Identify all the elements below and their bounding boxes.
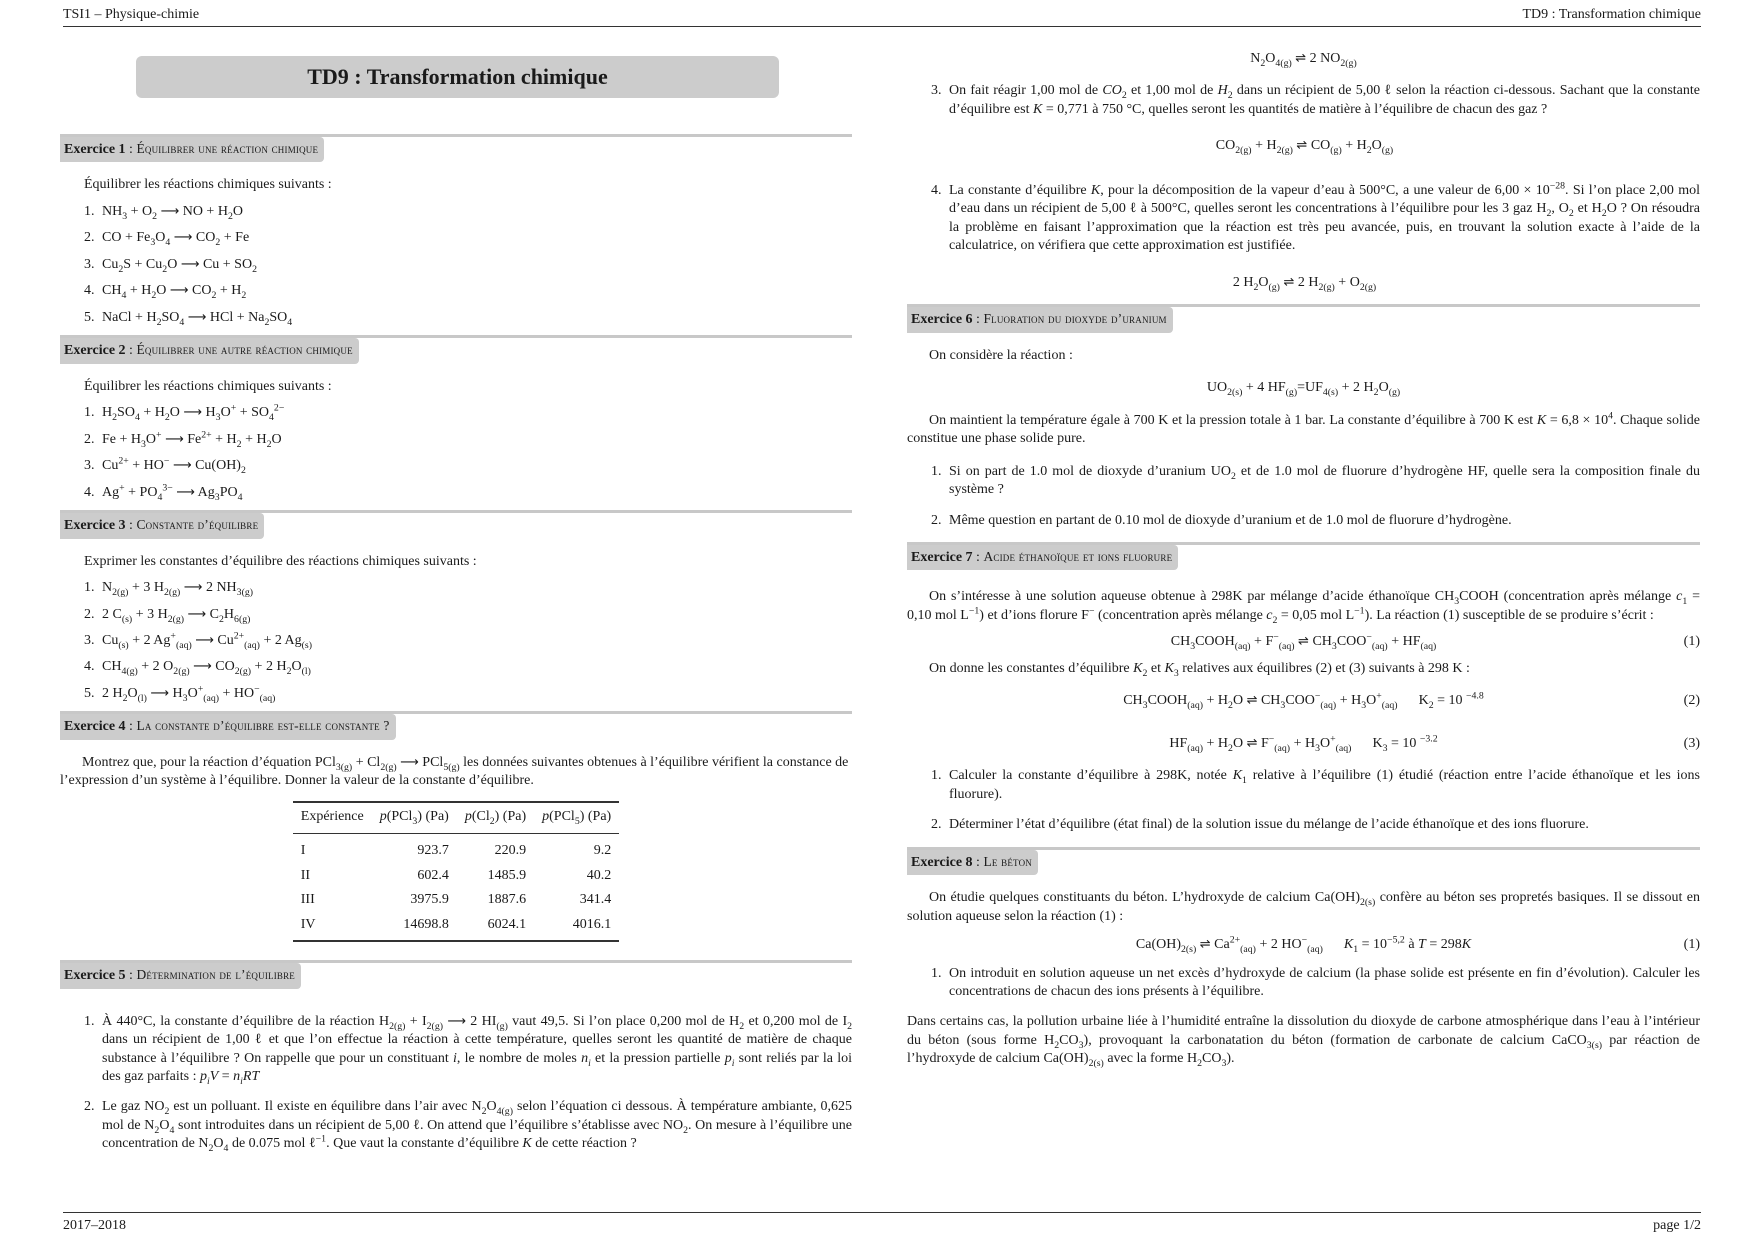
exercise-6-heading: Exercice 6 : Fluoration du dioxyde d’uranium: [907, 307, 1173, 332]
list-item: 3. $Cu^{2+} + HO^-$ ⟶ $Cu(OH)_2$: [98, 457, 852, 475]
exercise-7-heading: Exercice 7 : Acide éthanoïque et ions fluorure: [907, 545, 1178, 570]
list-item: 1. $H_2SO_4 + H_2O$ ⟶ $H_3O^+ + SO_4^{2-}$: [98, 404, 852, 422]
list-item: 1. Calculer la constante d’équilibre à 298K, notée $K_1$ relative à l’équilibre (1) étudié (réaction entre l’acide éthanoïque et les ions fluorure).: [945, 767, 1700, 804]
list-item: 1. $NH_3 + O_2$ ⟶ NO + $H_2O$: [98, 203, 852, 221]
exercise-5-list-cont: [907, 82, 1700, 292]
exercise-5-list: [60, 1013, 852, 1154]
equation-2: $CH_3COOH_{(aq)} + H_2O$ ⇌ $CH_3COO^-_{(aq)} + H_3O^+_{(aq)}$ $K_2 = 10$ $^{-4.8}$ (2): [1123, 690, 1700, 712]
exercise-1: [60, 134, 852, 327]
equation-uo2: $UO_{2(s)} + 4$ $HF_{(g)}=UF_{4(s)} + 2$ $H_2O_{(g)}$: [1206, 380, 1401, 398]
exercise-3-list: [60, 579, 852, 703]
table-header: p(PCl$_3$) (Pa): [372, 802, 457, 834]
list-item: 2. CO + $Fe_3O_4$ ⟶ $CO_2 + Fe$: [98, 229, 852, 247]
left-column: [60, 30, 852, 1166]
table-header: p(PCl$_5$) (Pa): [534, 802, 619, 834]
exercise-3-heading: Exercice 3 : Constante d’équilibre: [60, 513, 264, 538]
list-item: 4. La constante d’équilibre K, pour la décomposition de la vapeur d’eau à 500°C, a une valeur de $6,00 \times 10^{-28}$. Si l’on place 2,00 mol d’eau dans un récipient de 5,00 ℓ à 500°C, quelles seront les concentrations à l’équilibre pour les 3 gaz $H_2$, $O_2$ et $H_2O$ ? On résoudra la problème en faisant l’approximation que la réaction est très peu avancée, puis, en trouvant la solution exacte à l’aide de la calculatrice, on vérifiera que cette approximation est justifiée. 2 $H_2O_{(g)}$ ⇌ 2 $H_{2(g)} + O_{2(g)}$: [945, 182, 1700, 292]
list-item: 2. $Fe + H_3O^+$ ⟶ $Fe^{2+} + H_2 + H_2O$: [98, 431, 852, 449]
list-item: 2. Même question en partant de 0.10 mol de dioxyde d’uranium et de 1.0 mol de fluorure d’hydrogène.: [945, 512, 1700, 530]
exercise-6-list: [907, 463, 1700, 530]
header-right: TD9 : Transformation chimique: [1522, 7, 1701, 22]
exercise-3-intro: Exprimer les constantes d’équilibre des réactions chimiques suivants :: [84, 553, 477, 569]
table-header: $p(Cl_2)$ (Pa): [457, 802, 534, 834]
list-item: 5. 2 $H_2O_{(l)}$ ⟶ $H_3O^+_{(aq)} + HO^-_{(aq)}$: [98, 685, 852, 703]
data-table: [293, 801, 619, 942]
exercise-4-heading: Exercice 4 : La constante d’équilibre est-elle constante ?: [60, 714, 396, 739]
table-row: I 923.7 220.9 9.2: [300, 843, 612, 859]
exercise-8-heading: Exercice 8 : Le béton: [907, 850, 1038, 875]
exercise-6-intro: On considère la réaction :: [929, 347, 1073, 363]
list-item: 2. 2 $C_{(s)} + 3$ $H_{2(g)}$ ⟶ $C_2H_{6(g)}$: [98, 606, 852, 624]
list-item: 1. On introduit en solution aqueuse un net excès d’hydroxyde de calcium (la phase solide est présente en fin d’évolution). Calculer les concentrations de chacun des ions présents à l’équilibre.: [945, 965, 1700, 1002]
list-item: 3. On fait réagir 1,00 mol de $CO_2$ et 1,00 mol de $H_2$ dans un récipient de 5,00 ℓ selon la réaction ci-dessous. Sachant que la constante d’équilibre est K = 0,771 à 750 °C, quelles seront les quantités de matière à l’équilibre de chacun des gaz ? $CO_{2(g)} + H_{2(g)}$ ⇌ $CO_{(g)} + H_2O_{(g)}$: [945, 82, 1700, 155]
exercise-7-text: On s’intéresse à une solution aqueuse obtenue à 298K par mélange d’acide éthanoïque $CH_3COOH$ (concentration après mélange $c_1 = 0,10$ mol $L^{-1}$) et d’ions florure F− (concentration après mélange $c_2 = 0,05$ mol $L^{-1}$). La réaction (1) susceptible de se produire s’écrit :: [907, 589, 1700, 626]
list-item: 4. $CH_{4(g)} + 2$ $O_{2(g)}$ ⟶ $CO_{2(g)} + 2$ $H_2O_{(l)}$: [98, 658, 852, 676]
exercise-8-text-2: Dans certains cas, la pollution urbaine liée à l’humidité entraîne la dissolution du dioxyde de carbone atmosphérique dans l’eau à l’intérieur du béton (sous forme $H_2CO_3$), provoquant la carbonatation du béton (formation de carbonate de calcium CaCO$_{3(s)}$ par réaction de l’hydroxyde de calcium $Ca(OH)_{2(s)}$ avec la forme $H_2CO_3$).: [907, 1014, 1700, 1070]
list-item: 3. $Cu_{(s)} + 2$ $Ag^+_{(aq)}$ ⟶ $Cu^{2+}_{(aq)} + 2$ $Ag_{(s)}$: [98, 632, 852, 650]
equation-3: $HF_{(aq)} + H_2O$ ⇌ $F^-_{(aq)} + H_3O^+_{(aq)}$ $K_3 = 10$ $^{-3.2}$ (3): [1169, 733, 1700, 754]
page-title: TD9 : Transformation chimique: [136, 56, 779, 98]
exercise-1-intro: Équilibrer les réactions chimiques suivants :: [84, 177, 332, 193]
exercise-6-text: On maintient la température égale à 700 K et la pression totale à 1 bar. La constante d’équilibre à 700 K est $K = 6,8 \times 10^4$. Chaque solide constitue une phase solide pure.: [907, 409, 1700, 447]
list-item: 3. $Cu_2S + Cu_2O$ ⟶ $Cu + SO_2$: [98, 256, 852, 274]
list-item: 2. Le gaz $NO_2$ est un polluant. Il existe en équilibre dans l’air avec $N_2O_{4(g)}$ selon l’équation ci dessous. À température ambiante, 0,625 mol de $N_2O_4$ sont introduites dans un récipient de 5,00 ℓ. On attend que l’équilibre s’établisse avec $NO_2$. On mesure à l’équilibre une concentration de $N_2O_4$ de 0.075 mol ℓ$^{-1}$. Que vaut la constante d’équilibre K de cette réaction ?: [98, 1098, 852, 1153]
exercise-2: [60, 335, 852, 502]
table-row: IV 14698.8 6024.1 4016.1: [300, 916, 612, 932]
table-header: Expérience: [293, 802, 372, 834]
exercise-3: [60, 510, 852, 703]
exercise-2-list: [60, 404, 852, 502]
list-item: 4. $CH_4 + H_2O$ ⟶ $CO_2 + H_2$: [98, 282, 852, 300]
equation-no2: $N_2O_{4(g)}$ ⇌ 2 $NO_{2(g)}$: [1250, 51, 1357, 69]
equation-caoh2: $Ca(OH)_{2(s)}$ ⇌ $Ca^{2+}_{(aq)} + 2$ $HO^-_{(aq)}$ $K_1 = 10^{-5,2}$ à T = 298K (1): [1135, 934, 1700, 955]
list-item: 1. $N_{2(g)} + 3$ $H_{2(g)}$ ⟶ 2 $NH_{3(g)}$: [98, 579, 852, 597]
list-item: 1. Si on part de 1.0 mol de dioxyde d’uranium $UO_2$ et de 1.0 mol de fluorure d’hydrogène HF, quelle sera la composition finale du système ?: [945, 463, 1700, 500]
exercise-8: [907, 847, 1700, 1069]
list-item: 1. À 440°C, la constante d’équilibre de la réaction $H_{2(g)} + I_{2(g)}$ ⟶ 2 $HI_{(g)}$ vaut 49,5. Si l’on place 0,200 mol de $H_2$ et 0,200 mol de $I_2$ dans un récipient de 1,00 ℓ et que l’on effectue la réaction à cette température, quelles seront les quantité de matière de chaque substance à l’équilibre ? On rappelle que pour un constituant i, le nombre de moles $n_i$ et la pression partielle $p_i$ sont reliés par la loi des gaz parfaits : $p_iV = n_iRT$: [98, 1013, 852, 1087]
exercise-5-heading: Exercice 5 : Détermination de l’équilibre: [60, 963, 301, 988]
exercise-2-heading: Exercice 2 : Équilibrer une autre réaction chimique: [60, 338, 359, 363]
exercise-6: [907, 304, 1700, 530]
page-footer: [63, 1212, 1701, 1235]
header-left: TSI1 – Physique-chimie: [63, 7, 200, 22]
footer-right: page 1/2: [1653, 1218, 1701, 1233]
list-item: 4. $Ag^+ + PO_4^{3-}$ ⟶ $Ag_3PO_4$: [98, 484, 852, 502]
exercise-7-list: [907, 767, 1700, 834]
exercise-8-text: On étudie quelques constituants du béton. L’hydroxyde de calcium $Ca(OH)_{2(s)}$ confère au béton ses propretés basiques. Il se dissout en solution aqueuse selon la réaction (1) :: [907, 890, 1700, 924]
right-column: [907, 30, 1700, 1076]
list-item: 2. Déterminer l’état d’équilibre (état final) de la solution issue du mélange de l’acide éthanoïque et des ions fluorure.: [945, 816, 1700, 834]
table-row: III 3975.9 1887.6 341.4: [300, 892, 612, 908]
exercise-2-intro: Équilibrer les réactions chimiques suivants :: [84, 378, 332, 394]
exercise-4: [60, 711, 852, 942]
footer-left: 2017–2018: [63, 1218, 126, 1233]
table-row: II 602.4 1485.9 40.2: [300, 867, 612, 883]
exercise-4-text: Montrez que, pour la réaction d’équation $PCl_{3(g)} + Cl_{2(g)}$ ⟶ PCl$_{5(g)}$ les données suivantes obtenues à l’équilibre vérifient la constance de l’expression d’un système à l’équilibre. Donner la valeur de la constante d’équilibre.: [60, 754, 849, 789]
equation-1: $CH_3COOH_{(aq)} + F^-_{(aq)}$ ⇌ $CH_3COO^-_{(aq)} + HF_{(aq)}$ (1): [1170, 631, 1700, 653]
exercise-1-heading: Exercice 1 : Équilibrer une réaction chimique: [60, 137, 324, 162]
exercise-7: [907, 542, 1700, 835]
exercise-8-list: [907, 965, 1700, 1002]
exercise-5: [60, 960, 852, 1154]
exercise-1-list: [60, 203, 852, 327]
exercise-7-text-2: On donne les constantes d’équilibre $K_2$ et $K_3$ relatives aux équilibres (2) et (3) suivants à 298 K :: [929, 660, 1470, 679]
list-item: 5. NaCl + $H_2SO_4$ ⟶ HCl + $Na_2SO_4$: [98, 309, 852, 327]
page-header: [63, 6, 1701, 27]
